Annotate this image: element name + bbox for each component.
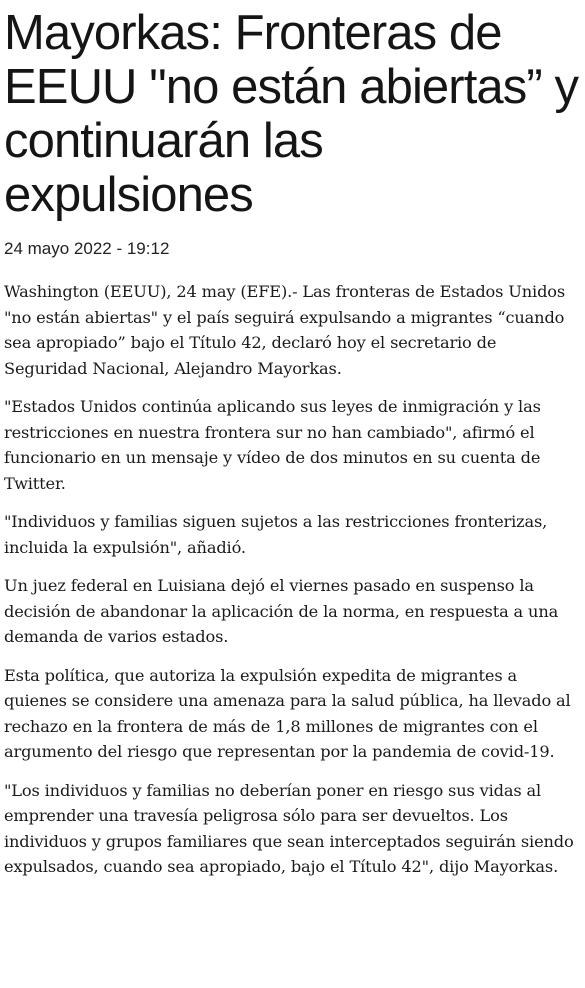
article-body (4, 279, 582, 880)
article-paragraph: "Estados Unidos continúa aplicando sus leyes de inmigración y las restricciones en nuestra frontera sur no han cambiado", afirmó el funcionario en un mensaje y vídeo de dos minutos en su cuenta de Twitter. (4, 397, 541, 493)
article-paragraph: "Los individuos y familias no deberían poner en riesgo sus vidas al emprender una travesía peligrosa sólo para ser devueltos. Los individuos y grupos familiares que sean interceptados seguirán siendo expulsados, cuando sea apropiado, bajo el Título 42", dijo Mayorkas. (4, 780, 574, 876)
article-headline: Mayorkas: Fronteras de EEUU "no están abiertas” y continuarán las expulsiones (4, 6, 579, 222)
article-paragraph: Un juez federal en Luisiana dejó el viernes pasado en suspenso la decisión de abandonar la aplicación de la norma, en respuesta a una demanda de varios estados. (4, 576, 559, 646)
article-paragraph: "Individuos y familias siguen sujetos a las restricciones fronterizas, incluida la expulsión", añadió. (4, 512, 548, 557)
article-paragraph: Washington (EEUU), 24 may (EFE).- Las fronteras de Estados Unidos "no están abiertas" y el país seguirá expulsando a migrantes “cuando sea apropiado” bajo el Título 42, declaró hoy el secretario de Seguridad Nacional, Alejandro Mayorkas. (4, 282, 566, 378)
article-paragraph: Esta política, que autoriza la expulsión expedita de migrantes a quienes se considere una amenaza para la salud pública, ha llevado al rechazo en la frontera de más de 1,8 millones de migrantes con el argumento del riesgo que representan por la pandemia de covid-19. (4, 665, 571, 761)
article-date: 24 mayo 2022 - 19:12 (4, 239, 170, 258)
news-article (4, 0, 582, 893)
